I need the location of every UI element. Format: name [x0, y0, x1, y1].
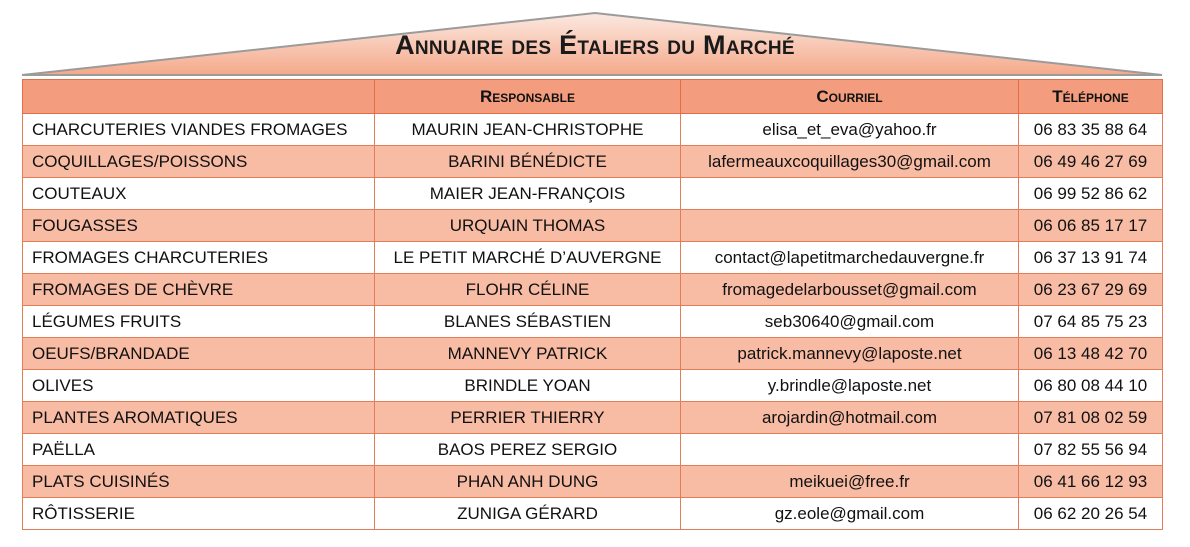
table-row: [23, 498, 1163, 530]
header-stand: [23, 80, 375, 114]
table-row: [23, 466, 1163, 498]
table-row: [23, 146, 1163, 178]
cell-responsable: PHAN ANH DUNG: [375, 466, 681, 498]
cell-telephone: 06 83 35 88 64: [1019, 114, 1163, 146]
cell-courriel: arojardin@hotmail.com: [681, 402, 1019, 434]
table-row: [23, 434, 1163, 466]
cell-stand: FROMAGES DE CHÈVRE: [23, 274, 375, 306]
cell-stand: CHARCUTERIES VIANDES FROMAGES: [23, 114, 375, 146]
cell-stand: OEUFS/BRANDADE: [23, 338, 375, 370]
cell-telephone: 07 82 55 56 94: [1019, 434, 1163, 466]
cell-courriel: elisa_et_eva@yahoo.fr: [681, 114, 1019, 146]
cell-responsable: PERRIER THIERRY: [375, 402, 681, 434]
cell-telephone: 07 81 08 02 59: [1019, 402, 1163, 434]
cell-courriel: [681, 178, 1019, 210]
cell-stand: COUTEAUX: [23, 178, 375, 210]
cell-responsable: BRINDLE YOAN: [375, 370, 681, 402]
cell-stand: COQUILLAGES/POISSONS: [23, 146, 375, 178]
cell-telephone: 06 06 85 17 17: [1019, 210, 1163, 242]
cell-responsable: ZUNIGA GÉRARD: [375, 498, 681, 530]
table-row: [23, 274, 1163, 306]
cell-stand: FROMAGES CHARCUTERIES: [23, 242, 375, 274]
table-row: [23, 178, 1163, 210]
cell-telephone: 06 23 67 29 69: [1019, 274, 1163, 306]
cell-courriel: fromagedelarbousset@gmail.com: [681, 274, 1019, 306]
cell-stand: PAËLLA: [23, 434, 375, 466]
header-responsable: Responsable: [375, 80, 681, 114]
cell-responsable: MANNEVY PATRICK: [375, 338, 681, 370]
cell-telephone: 06 41 66 12 93: [1019, 466, 1163, 498]
table-body: [23, 114, 1163, 530]
cell-courriel: [681, 434, 1019, 466]
cell-stand: PLANTES AROMATIQUES: [23, 402, 375, 434]
cell-courriel: patrick.mannevy@laposte.net: [681, 338, 1019, 370]
table-row: [23, 114, 1163, 146]
cell-stand: FOUGASSES: [23, 210, 375, 242]
table-row: [23, 370, 1163, 402]
cell-responsable: URQUAIN THOMAS: [375, 210, 681, 242]
page-title: Annuaire des Étaliers du Marché: [395, 30, 795, 60]
cell-responsable: FLOHR CÉLINE: [375, 274, 681, 306]
cell-telephone: 06 13 48 42 70: [1019, 338, 1163, 370]
cell-responsable: MAIER JEAN-FRANÇOIS: [375, 178, 681, 210]
header-courriel: Courriel: [681, 80, 1019, 114]
cell-telephone: 06 37 13 91 74: [1019, 242, 1163, 274]
cell-responsable: BLANES SÉBASTIEN: [375, 306, 681, 338]
cell-courriel: contact@lapetitmarchedauvergne.fr: [681, 242, 1019, 274]
cell-telephone: 06 62 20 26 54: [1019, 498, 1163, 530]
table-row: [23, 402, 1163, 434]
directory-table: [22, 79, 1163, 530]
cell-telephone: 07 64 85 75 23: [1019, 306, 1163, 338]
header-telephone: Téléphone: [1019, 80, 1163, 114]
cell-courriel: seb30640@gmail.com: [681, 306, 1019, 338]
table-row: [23, 338, 1163, 370]
cell-stand: RÔTISSERIE: [23, 498, 375, 530]
cell-stand: OLIVES: [23, 370, 375, 402]
cell-courriel: y.brindle@laposte.net: [681, 370, 1019, 402]
cell-telephone: 06 49 46 27 69: [1019, 146, 1163, 178]
cell-stand: PLATS CUISINÉS: [23, 466, 375, 498]
table-row: [23, 306, 1163, 338]
cell-courriel: gz.eole@gmail.com: [681, 498, 1019, 530]
cell-responsable: MAURIN JEAN-CHRISTOPHE: [375, 114, 681, 146]
cell-courriel: lafermeauxcoquillages30@gmail.com: [681, 146, 1019, 178]
cell-courriel: [681, 210, 1019, 242]
cell-telephone: 06 80 08 44 10: [1019, 370, 1163, 402]
table-row: [23, 210, 1163, 242]
cell-responsable: BAOS PEREZ SERGIO: [375, 434, 681, 466]
header-row: [23, 80, 1163, 114]
cell-responsable: BARINI BÉNÉDICTE: [375, 146, 681, 178]
table-row: [23, 242, 1163, 274]
cell-courriel: meikuei@free.fr: [681, 466, 1019, 498]
cell-telephone: 06 99 52 86 62: [1019, 178, 1163, 210]
cell-stand: LÉGUMES FRUITS: [23, 306, 375, 338]
cell-responsable: LE PETIT MARCHÉ D’AUVERGNE: [375, 242, 681, 274]
